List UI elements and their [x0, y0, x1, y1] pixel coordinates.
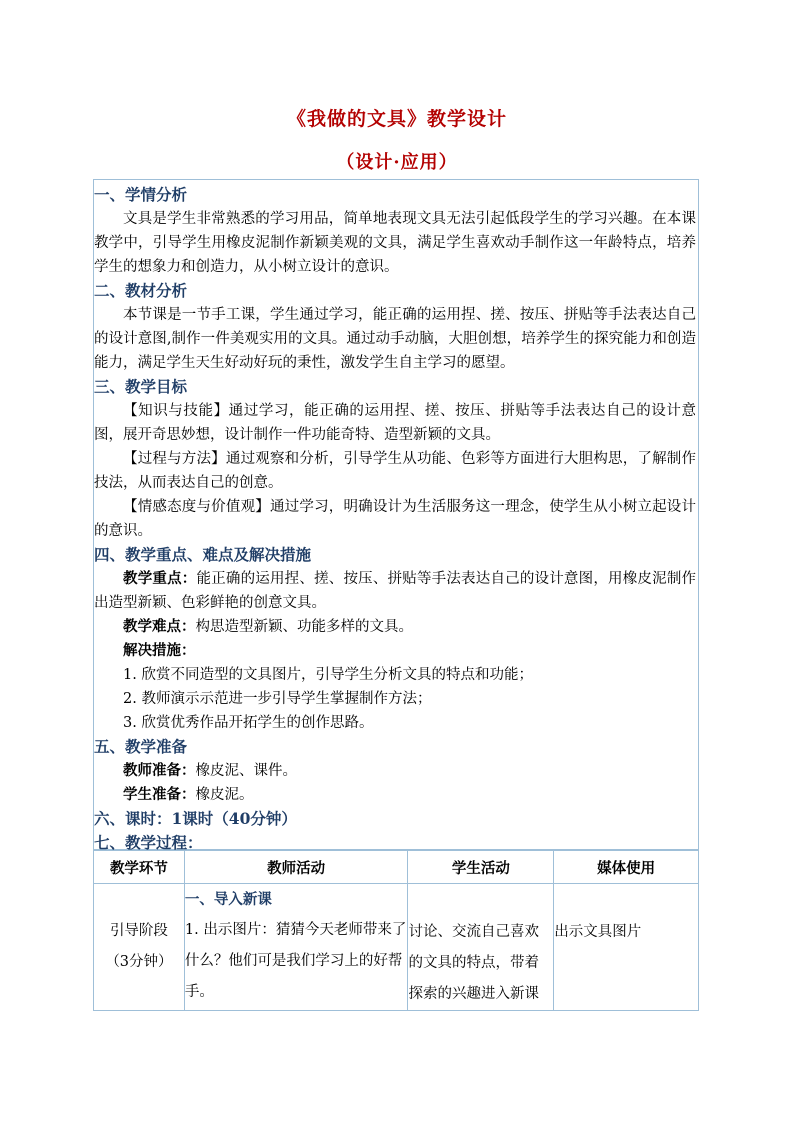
- stage-cell: [94, 884, 185, 1011]
- section-heading-4: 四、教学重点、难点及解决措施: [94, 545, 312, 564]
- measure-item-2: 2. 教师演示示范进一步引导学生掌握制作方法；: [123, 691, 432, 707]
- teacher-prep-label: 教师准备：: [123, 762, 196, 779]
- key-point-label: 教学重点：: [123, 570, 197, 587]
- table-row: [94, 884, 699, 1011]
- teacher-prep: [94, 759, 698, 783]
- section-text-2: 本节课是一节手工课，学生通过学习，能正确的运用捏、搓、按压、拼贴等手法表达自己的设计意图,制作一件美观实用的文具。通过动手动脑，大胆创想，培养学生的探究能力和创造能力，满足学生天生好动好玩的秉性，激发学生自主学习的愿望。: [94, 307, 696, 371]
- teacher-activity-text: 1. 出示图片：猜猜今天老师带来了什么？他们可是我们学习上的好帮手。: [184, 922, 407, 1000]
- teacher-prep-text: 橡皮泥、课件。: [195, 763, 297, 779]
- student-prep-label: 学生准备：: [123, 786, 196, 803]
- media-text: 出示文具图片: [554, 924, 642, 940]
- difficult-point: [94, 615, 698, 639]
- section-heading-3: 三、教学目标: [94, 377, 188, 396]
- student-prep-text: 橡皮泥。: [195, 787, 254, 803]
- section-heading-5: 五、教学准备: [94, 737, 188, 756]
- key-point-text: 能正确的运用捏、搓、按压、拼贴等手法表达自己的设计意图，用橡皮泥制作出造型新颖、色彩鲜艳的创意文具。: [94, 571, 697, 611]
- measure-item-1: 1. 欣赏不同造型的文具图片，引导学生分析文具的特点和功能；: [123, 667, 533, 683]
- student-activity-cell: [408, 884, 554, 1011]
- section-heading-6: 六、课时：1课时（40分钟）: [94, 809, 297, 828]
- header-media: 媒体使用: [554, 851, 699, 884]
- header-teacher: 教师活动: [184, 851, 408, 884]
- student-prep: [94, 783, 698, 807]
- page-title: 《我做的文具》教学设计: [286, 108, 507, 130]
- student-activity-text: 讨论、交流自己喜欢的文具的特点，带着探索的兴趣进入新课: [408, 924, 539, 1002]
- media-cell: [554, 884, 699, 1011]
- section-heading-1: 一、学情分析: [94, 185, 188, 204]
- teacher-activity-heading: 一、导入新课: [184, 891, 272, 908]
- teacher-activity-cell: [184, 884, 408, 1011]
- goal-process: 【过程与方法】通过观察和分析，引导学生从功能、色彩等方面进行大胆构思，了解制作技法，从而表达自己的创意。: [94, 451, 696, 491]
- measures-label: 解决措施：: [123, 642, 196, 659]
- section-heading-7: 七、教学过程：: [94, 833, 203, 852]
- difficult-point-label: 教学难点：: [123, 618, 196, 635]
- header-stage: 教学环节: [94, 851, 185, 884]
- section-heading-2: 二、教材分析: [94, 281, 188, 300]
- header-student: 学生活动: [408, 851, 554, 884]
- measure-item-3: 3. 欣赏优秀作品开拓学生的创作思路。: [123, 715, 374, 731]
- stage-time: （3分钟）: [105, 954, 173, 970]
- section-text-1: 文具是学生非常熟悉的学习用品，简单地表现文具无法引起低段学生的学习兴趣。在本课教学中，引导学生用橡皮泥制作新颖美观的文具，满足学生喜欢动手制作这一年龄特点，培养学生的想象力和创造力，从小树立设计的意识。: [94, 211, 696, 275]
- goal-knowledge: 【知识与技能】通过学习，能正确的运用捏、搓、按压、拼贴等手法表达自己的设计意图，展开奇思妙想，设计制作一件功能奇特、造型新颖的文具。: [94, 403, 696, 443]
- lesson-plan-box: [93, 179, 699, 850]
- stage-name: 引导阶段: [109, 923, 168, 939]
- key-point: [94, 567, 698, 615]
- process-table: [93, 850, 699, 1011]
- page-subtitle: （设计·应用）: [336, 152, 458, 173]
- difficult-point-text: 构思造型新颖、功能多样的文具。: [195, 619, 413, 635]
- goal-emotion: 【情感态度与价值观】通过学习，明确设计为生活服务这一理念，使学生从小树立起设计的意识。: [94, 499, 696, 539]
- process-table-header: [94, 851, 699, 884]
